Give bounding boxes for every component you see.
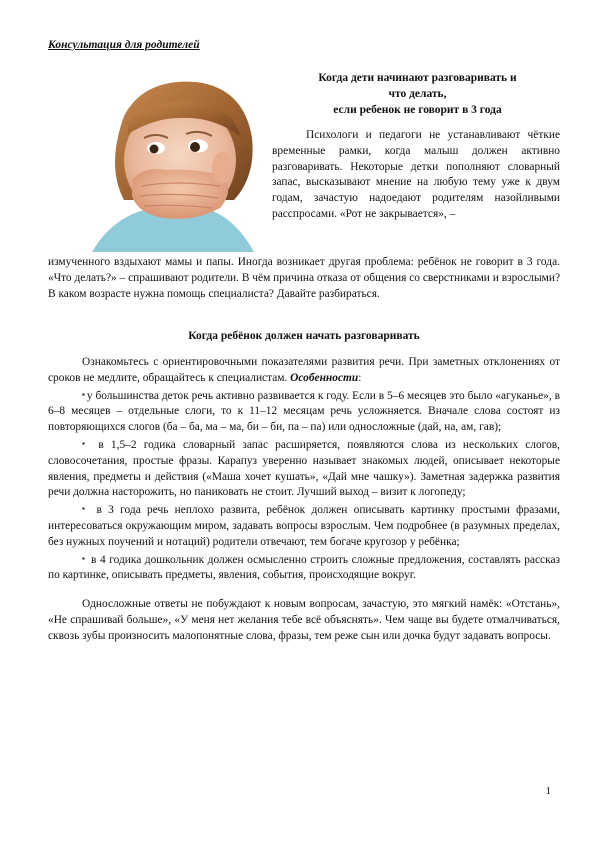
bullet-text-2: в 1,5–2 годика словарный запас расширяется, появляются слова из нескольких слогов, словосочетания, простые фразы. Карапуз уверенно называет знакомых людей, описывает некоторые явления, предметы и действия («Маша хочет кушать», «Дай мне чашку»). Заметная задержка развития речи должна насторожить, но паниковать не стоит. Лучший выход – визит к логопеду; [48,438,560,499]
consultation-heading: Консультация для родителей [48,39,200,51]
article-title-line-3: если ребенок не говорит в 3 года [333,104,502,116]
article-title-line-1: Когда дети начинают разговаривать и [318,72,517,84]
bullet-square-icon: ▪ [82,438,90,448]
bullet-square-icon: ▪ [82,389,85,399]
bullet-text-1: у большинства деток речь активно развивается к году. Если в 5–6 месяцев это было «агуканье», в 6–8 месяцев – отдельные слоги, то к 11–12 месяцам речь усложняется. Вначале слова состоят из повторяющихся слогов (ба – ба, ма – ма, би – би, па – па) или односложные (дай, на, ам, гав); [48,389,560,434]
bullet-item-2 [48,436,560,501]
article-title [265,70,570,118]
lead-paragraph [48,355,560,387]
lead-colon: : [358,371,362,384]
bullet-item-3 [48,501,560,550]
bullet-item-1 [48,387,560,436]
bullet-square-icon: ▪ [82,553,86,563]
intro-paragraph-right: Психологи и педагоги не устанавливают чёткие временные рамки, когда малыш должен активно разговаривать. Некоторые детки пополняют словарный запас, высказывают мнение на любую тему уже к двум годам, зачастую надоедают родителям назойливыми расспросами. «Рот не закрывается», – [272,129,560,220]
bullet-text-4: в 4 годика дошкольник должен осмысленно строить сложные предложения, составлять рассказ по картинке, описывать предметы, явления, события, происходящие вокруг. [48,553,561,582]
page-number: 1 [545,785,551,797]
paragraph-spacer [48,584,560,597]
bullet-item-4 [48,551,560,585]
article-title-line-2: что делать, [388,88,447,100]
child-covering-mouth-illustration [84,76,262,252]
section-title: Когда ребёнок должен начать разговаривать [188,330,420,342]
bullet-text-3: в 3 года речь неплохо развита, ребёнок должен описывать картинку простыми фразами, интересоваться окружающим миром, задавать вопросы взрослым. Чем подробнее (в разумных пределах, без нужных поучений и нотаций) родители отвечают, тем богаче кругозор у ребёнка; [48,504,560,548]
section-body [48,355,560,645]
lead-text: Ознакомьтесь с ориентировочными показателями развития речи. При заметных отклонениях от сроков не медлите, обращайтесь к специалистам. [48,356,560,384]
intro-paragraph-continued: измученного вздыхают мамы и папы. Иногда возникает другая проблема: ребёнок не говорит в 3 года. «Что делать?» – спрашивают родители. В чём причина отказа от общения со сверстниками и взрослыми? В каком возрасте нужна помощь специалиста? Давайте разбираться. [48,256,560,300]
bullet-square-icon: ▪ [82,504,89,514]
lead-emphasis: Особенности [290,371,359,384]
child-photo [84,76,262,252]
closing-paragraph: Односложные ответы не побуждают к новым вопросам, зачастую, это мягкий намёк: «Отстань», «Не спрашивай больше», «У меня нет желания тебе всё объяснять». Чем чаще вы будете отмалчиваться, сквозь зубы произносить малопонятные слова, фразы, тем реже сын или дочка будут задавать вопросы. [48,598,560,642]
